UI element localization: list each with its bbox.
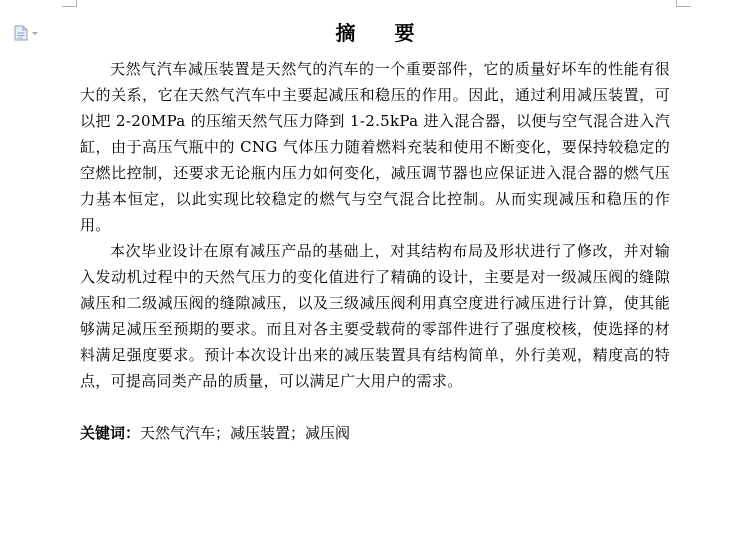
document-menu-button[interactable] — [14, 25, 42, 41]
keywords-text: 天然气汽车；减压装置；减压阀 — [140, 424, 351, 442]
page-corner-mark-left — [62, 0, 77, 7]
page-corner-mark-right — [676, 0, 691, 7]
keywords-line — [80, 420, 670, 446]
keywords-label: 关键词： — [80, 424, 141, 442]
document-icon — [14, 25, 28, 41]
abstract-title: 摘 要 — [335, 21, 431, 45]
abstract-paragraph-1: 天然气汽车减压装置是天然气的汽车的一个重要部件，它的质量好坏车的性能有很大的关系，它在天然气汽车中主要起减压和稳压的作用。因此，通过利用减压装置，可以把 2-20MPa 的压缩天然气压力降到 1-2.5kPa 进入混合器，以便与空气混合进入汽缸，由于高压气瓶中的 CNG 气体压力随着燃料充装和使用不断变化，要保持较稳定的空燃比控制，还要求无论瓶内压力如何变化，减压调节器也应保证进入混合器的燃气压力基本恒定，以此实现比较稳定的燃气与空气混合比控制。从而实现减压和稳压的作用。 — [80, 60, 670, 234]
document-page — [80, 18, 670, 446]
caret-down-icon — [32, 32, 38, 35]
abstract-paragraph-2: 本次毕业设计在原有减压产品的基础上，对其结构布局及形状进行了修改，并对输入发动机过程中的天然气压力的变化值进行了精确的设计，主要是对一级减压阀的缝隙减压和二级减压阀的缝隙减压，以及三级减压阀利用真空度进行减压进行计算，使其能够满足减压至预期的要求。而且对各主要受载荷的零部件进行了强度校核，使选择的材料满足强度要求。预计本次设计出来的减压装置具有结构简单，外行美观，精度高的特点，可提高同类产品的质量，可以满足广大用户的需求。 — [80, 242, 670, 390]
